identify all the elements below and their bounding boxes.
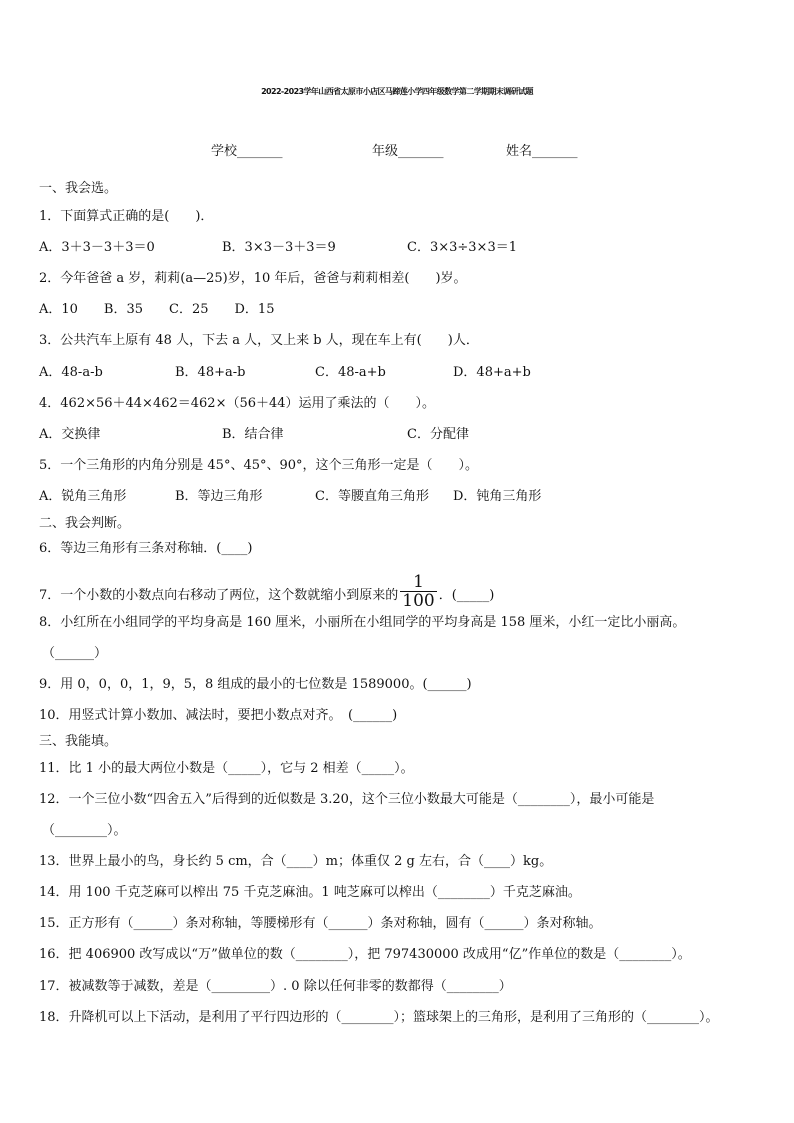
name-field: 姓名_______ <box>506 144 578 159</box>
options-row: A．10 B．35 C．25 D．15 <box>39 302 275 317</box>
option-c: C．分配律 <box>407 427 469 442</box>
question-text: 18．升降机可以上下活动，是利用了平行四边形的（________）；篮球架上的三角形，是利用了三角形的（________）。 <box>39 1010 719 1025</box>
grade-field: 年级_______ <box>372 144 444 159</box>
question-text <box>39 572 495 614</box>
option-b: B．48+a-b <box>175 365 246 380</box>
question-text: 6．等边三角形有三条对称轴．(____) <box>39 541 253 556</box>
question-text: 1．下面算式正确的是( )． <box>39 209 214 224</box>
option-a: A．交换律 <box>39 427 101 442</box>
exam-title: 2022-2023学年山西省太原市小店区马蹄莲小学四年级数学第二学期期末调研试题 <box>261 87 533 96</box>
section-heading: 二、我会判断。 <box>39 516 131 531</box>
question-text: 10．用竖式计算小数加、减法时，要把小数点对齐。 (______) <box>39 708 398 723</box>
section-heading: 三、我能填。 <box>39 734 118 749</box>
question-text: 11．比 1 小的最大两位小数是（_____），它与 2 相差（_____）。 <box>39 761 414 776</box>
question-text: 16．把 406900 改写成以“万”做单位的数（________），把 797430000 改成用“亿”作单位的数是（________）。 <box>39 947 691 962</box>
option-c: C．等腰直角三角形 <box>315 489 429 504</box>
option-d: D．钝角三角形 <box>453 489 542 504</box>
section-heading: 一、我会选。 <box>39 181 118 196</box>
option-b: B．3×3－3＋3＝9 <box>222 240 336 255</box>
option-d: D．48+a+b <box>453 365 531 380</box>
fraction-numerator: 1 <box>400 573 436 592</box>
question-text: 14．用 100 千克芝麻可以榨出 75 千克芝麻油。1 吨芝麻可以榨出（________）千克芝麻油。 <box>39 885 581 900</box>
answer-blank: （________）。 <box>42 823 127 838</box>
option-b: B．结合律 <box>222 427 284 442</box>
question-text: 2．今年爸爸 a 岁，莉莉(a—25)岁，10 年后，爸爸与莉莉相差( )岁。 <box>39 271 467 286</box>
answer-blank: （______） <box>42 646 108 661</box>
option-a: A．48-a-b <box>39 365 103 380</box>
question-text-part: 7．一个小数的小数点向右移动了两位，这个数就缩小到原来的 <box>39 588 399 603</box>
question-text: 4．462×56＋44×462＝462×（56＋44）运用了乘法的（ ）。 <box>39 396 436 411</box>
question-text: 9．用 0，0，0，1，9，5，8 组成的最小的七位数是 1589000。(______) <box>39 677 472 692</box>
option-a: A．锐角三角形 <box>39 489 127 504</box>
question-text: 5．一个三角形的内角分别是 45°、45°、90°，这个三角形一定是（ ）。 <box>39 458 479 473</box>
option-a: A．3＋3－3＋3＝0 <box>39 240 155 255</box>
question-text: 3．公共汽车上原有 48 人，下去 a 人，又上来 b 人，现在车上有( )人． <box>39 333 479 348</box>
option-b: B．等边三角形 <box>175 489 263 504</box>
fraction-denominator: 100 <box>402 591 435 611</box>
question-text: 8．小红所在小组同学的平均身高是 160 厘米，小丽所在小组同学的平均身高是 158 厘米，小红一定比小丽高。 <box>39 615 686 630</box>
question-text: 15．正方形有（______）条对称轴，等腰梯形有（______）条对称轴，圆有（______）条对称轴。 <box>39 916 602 931</box>
question-text-part: ．(_____) <box>438 588 495 603</box>
question-text: 12．一个三位小数“四舍五入”后得到的近似数是 3.20，这个三位小数最大可能是（________），最小可能是 <box>39 792 655 807</box>
option-c: C．3×3÷3×3＝1 <box>407 240 517 255</box>
question-text: 13．世界上最小的鸟，身长约 5 cm，合（____）m；体重仅 2 g 左右，合（____）kg。 <box>39 854 553 869</box>
fraction <box>400 573 436 610</box>
school-field: 学校_______ <box>211 144 283 159</box>
option-c: C．48-a+b <box>315 365 386 380</box>
question-text: 17．被减数等于减数，差是（_________）. 0 除以任何非零的数都得（________） <box>39 979 512 994</box>
